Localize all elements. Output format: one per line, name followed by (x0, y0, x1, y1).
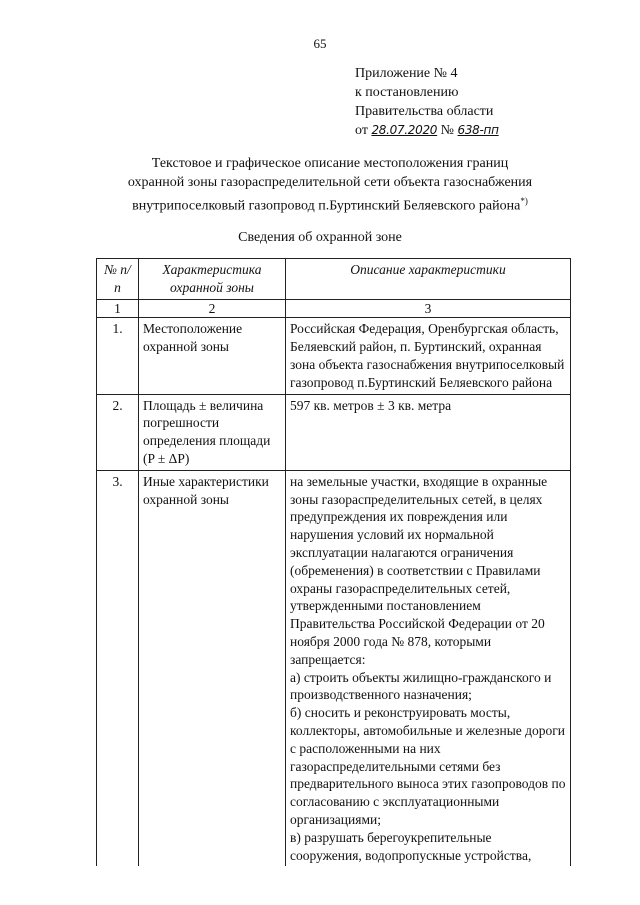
document-title (60, 154, 600, 216)
row-number: 1. (97, 318, 139, 394)
column-number-row (97, 299, 571, 318)
row-characteristic: Площадь ± величина погрешности определения площади (P ± ΔP) (139, 394, 286, 470)
row-number: 2. (97, 394, 139, 470)
row-description (286, 470, 571, 866)
section-subtitle: Сведения об охранной зоне (238, 230, 402, 245)
column-number-3: 3 (286, 299, 571, 318)
handwritten-date: 28.07.2020 (371, 123, 438, 137)
appendix-line-3: Правительства области (355, 104, 494, 119)
restriction-item: а) строить объекты жилищно-гражданского и производственного назначения; (290, 669, 552, 703)
footnote-mark: *) (520, 196, 528, 206)
title-line-3-text: внутрипоселковый газопровод п.Буртинский Беляевского района (132, 198, 521, 214)
column-number-1: 1 (97, 299, 139, 318)
title-line-1: Текстовое и графическое описание местоположения границ (151, 156, 509, 171)
row-number: 3. (97, 470, 139, 866)
handwritten-number: 638-пп (457, 123, 499, 137)
date-prefix: от (355, 123, 368, 138)
restriction-item: б) сносить и реконструировать мосты, коллекторы, автомобильные и железные дороги с расположенными на них газораспределительными сетями без предварительного выноса этих газопроводов по согласованию с эксплуатационными организациями; (290, 705, 566, 827)
appendix-header (355, 64, 499, 140)
table-row (97, 394, 571, 470)
table-header-row (97, 259, 571, 300)
row-characteristic: Местоположение охранной зоны (139, 318, 286, 394)
protection-zone-table (96, 258, 571, 866)
restriction-item: в) разрушать берегоукрепительные сооружения, водопропускные устройства, (290, 829, 532, 863)
header-number: № п/п (97, 259, 139, 300)
appendix-line-4 (355, 121, 499, 140)
title-line-3 (60, 192, 600, 216)
header-description: Описание характеристики (286, 259, 571, 300)
row-description: Российская Федерация, Оренбургская область, Беляевский район, п. Буртинский, охранная зона объекта газоснабжения внутрипоселковый газопровод п.Буртинский Беляевского района (286, 318, 571, 394)
restrictions-intro: на земельные участки, входящие в охранные зоны газораспределительных сетей, в целях предупреждения их повреждения или нарушения условий их нормальной эксплуатации налагаются ограничения (обременения) в соответствии с Правилами охраны газораспределительных сетей, утвержденными постановлением Правительства Российской Федерации от 20 ноября 2000 года № 878, которыми запрещается: (290, 473, 548, 667)
header-characteristic: Характеристика охранной зоны (139, 259, 286, 300)
page-number: 65 (313, 36, 327, 51)
row-characteristic: Иные характеристики охранной зоны (139, 470, 286, 866)
title-line-2: охранной зоны газораспределительной сети объекта газоснабжения (127, 175, 533, 190)
table-row (97, 318, 571, 394)
row-description: 597 кв. метров ± 3 кв. метра (286, 394, 571, 470)
table-row (97, 470, 571, 866)
number-label: № (440, 123, 455, 138)
appendix-line-2: к постановлению (355, 85, 459, 100)
appendix-line-1: Приложение № 4 (355, 66, 458, 81)
column-number-2: 2 (139, 299, 286, 318)
